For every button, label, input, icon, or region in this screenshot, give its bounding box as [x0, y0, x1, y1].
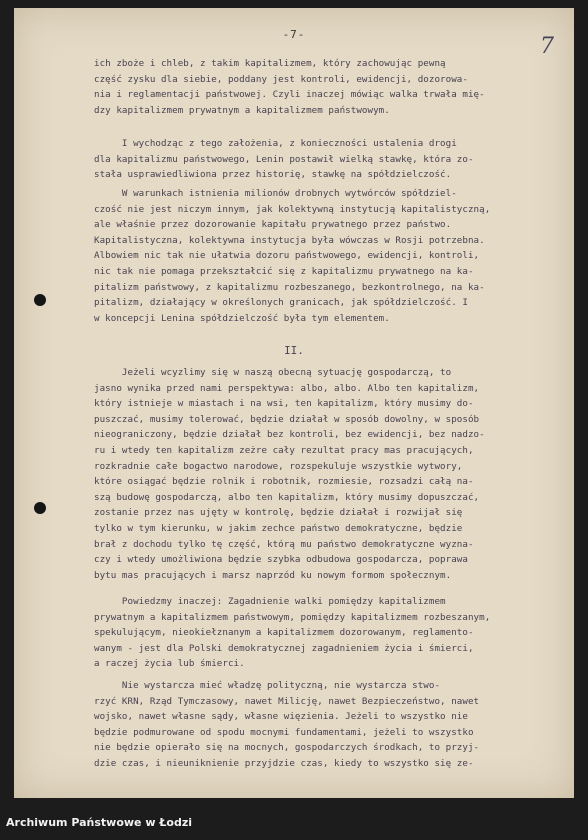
- text-line: pitalizm państwowy, z kapitalizmu rozbeszanego, bezkontrolnego, na ka-: [94, 281, 485, 293]
- page-number: -7-: [282, 28, 306, 41]
- handwritten-page-number: 7: [540, 34, 554, 59]
- text-line: nic tak nie pomaga przekształcić się z kapitalizmu prywatnego na ka-: [94, 265, 474, 277]
- document-page: [14, 8, 574, 798]
- text-line: wojsko, nawet własne sądy, własne więzienia. Jeżeli to wszystko nie: [94, 711, 468, 723]
- text-line: szą budowę gospodarczą, albo ten kapitalizm, który musimy dopuszczać,: [94, 491, 480, 503]
- paragraph-5: [94, 594, 559, 672]
- text-line: wanym - jest dla Polski demokratycznej zagadnieniem życia i śmierci,: [94, 642, 474, 654]
- text-line: ale właśnie przez dozorowanie kapitału prywatnego przez państwo.: [94, 219, 452, 231]
- archive-watermark: Archiwum Państwowe w Łodzi: [6, 816, 193, 829]
- text-line: które osiągać będzie rolnik i robotnik, rozmiesie, rozsadzi całą na-: [94, 476, 474, 488]
- punch-hole-bottom: [34, 502, 46, 514]
- text-line: część zysku dla siebie, poddany jest kontroli, ewidencji, dozorowa-: [94, 73, 468, 85]
- paragraph-1: [94, 56, 559, 118]
- text-line: stała usprawiedliwiona przez historię, stawkę na spółdzielczość.: [94, 169, 452, 181]
- text-line: I wychodząc z tego założenia, z konieczności ustalenia drogi: [94, 138, 457, 149]
- text-line: bytu mas pracujących i marsz naprzód ku nowym formom społecznym.: [94, 569, 452, 581]
- punch-hole-top: [34, 294, 46, 306]
- text-line: zostanie przez nas ujęty w kontrolę, będzie działał i rozwijał się: [94, 507, 463, 519]
- text-line: prywatnym a kapitalizmem państwowym, pomiędzy kapitalizmem rozbeszanym,: [94, 611, 491, 623]
- paragraph-6: [94, 678, 559, 772]
- text-line: tylko w tym kierunku, w jakim zechce państwo demokratyczne, będzie: [94, 522, 463, 534]
- paragraph-3: [94, 186, 559, 326]
- text-line: który istnieje w miastach i na wsi, ten kapitalizm, który musimy do-: [94, 398, 474, 410]
- text-line: Albowiem nic tak nie ułatwia dozoru państwowego, ewidencji, kontroli,: [94, 250, 480, 262]
- text-line: dzie czas, i nieuniknienie przyjdzie czas, kiedy to wszystko się ze-: [94, 757, 474, 769]
- text-line: Jeżeli wcyzlimy się w naszą obecną sytuację gospodarczą, to: [94, 367, 452, 378]
- text-line: W warunkach istnienia milionów drobnych wytwórców spółdziel-: [94, 188, 457, 199]
- text-line: czość nie jest niczym innym, jak kolektywną instytucją kapitalistyczną,: [94, 203, 491, 215]
- text-line: będzie podmurowane od spodu mocnymi fundamentami, jeżeli to wszystko: [94, 726, 474, 738]
- text-line: nie będzie opierało się na mocnych, gospodarczych środkach, to przyj-: [94, 742, 480, 754]
- text-line: nia i reglamentacji państwowej. Czyli inaczej mówiąc walka trwała mię-: [94, 89, 485, 101]
- text-line: brał z dochodu tylko tę część, którą mu państwo demokratyczne wyzna-: [94, 538, 474, 550]
- text-line: Nie wystarcza mieć władzę polityczną, nie wystarcza stwo-: [94, 680, 441, 691]
- text-line: w koncepcji Lenina spółdzielczość była tym elementem.: [94, 312, 390, 324]
- paragraph-2: [94, 136, 559, 183]
- text-line: ru i wtedy ten kapitalizm zeżre cały rezultat pracy mas pracujących,: [94, 444, 474, 456]
- text-line: puszczać, musimy tolerować, będzie działał w sposób dowolny, w sposób: [94, 413, 480, 425]
- text-line: dzy kapitalizmem prywatnym a kapitalizmem państwowym.: [94, 104, 390, 116]
- section-heading: II.: [284, 344, 304, 357]
- text-line: dla kapitalizmu państwowego, Lenin postawił wielką stawkę, która zo-: [94, 153, 474, 165]
- text-line: a raczej życia lub śmierci.: [94, 658, 245, 670]
- text-line: rozkradnie całe bogactwo narodowe, rozspekuluje wszystkie wytwory,: [94, 460, 463, 472]
- text-line: Powiedzmy inaczej: Zagadnienie walki pomiędzy kapitalizmem: [94, 596, 446, 607]
- text-line: ich zboże i chleb, z takim kapitalizmem, który zachowując pewną: [94, 58, 446, 69]
- text-line: rzyć KRN, Rząd Tymczasowy, nawet Milicję, nawet Bezpieczeństwo, nawet: [94, 695, 480, 707]
- text-line: pitalizm, działający w określonych granicach, jak spółdzielczość. I: [94, 297, 468, 309]
- text-line: nieograniczony, będzie działał bez kontroli, bez ewidencji, bez nadzo-: [94, 429, 485, 441]
- text-line: czy i wtedy umożliwiona będzie szybka odbudowa gospodarcza, poprawa: [94, 554, 468, 566]
- paragraph-4: [94, 365, 559, 583]
- text-line: spekulującym, nieokiełznanym a kapitalizmem dozorowanym, reglamento-: [94, 627, 474, 639]
- text-line: jasno wynika przed nami perspektywa: albo, albo. Albo ten kapitalizm,: [94, 382, 480, 394]
- text-line: Kapitalistyczna, kolektywna instytucja była wówczas w Rosji potrzebna.: [94, 234, 485, 246]
